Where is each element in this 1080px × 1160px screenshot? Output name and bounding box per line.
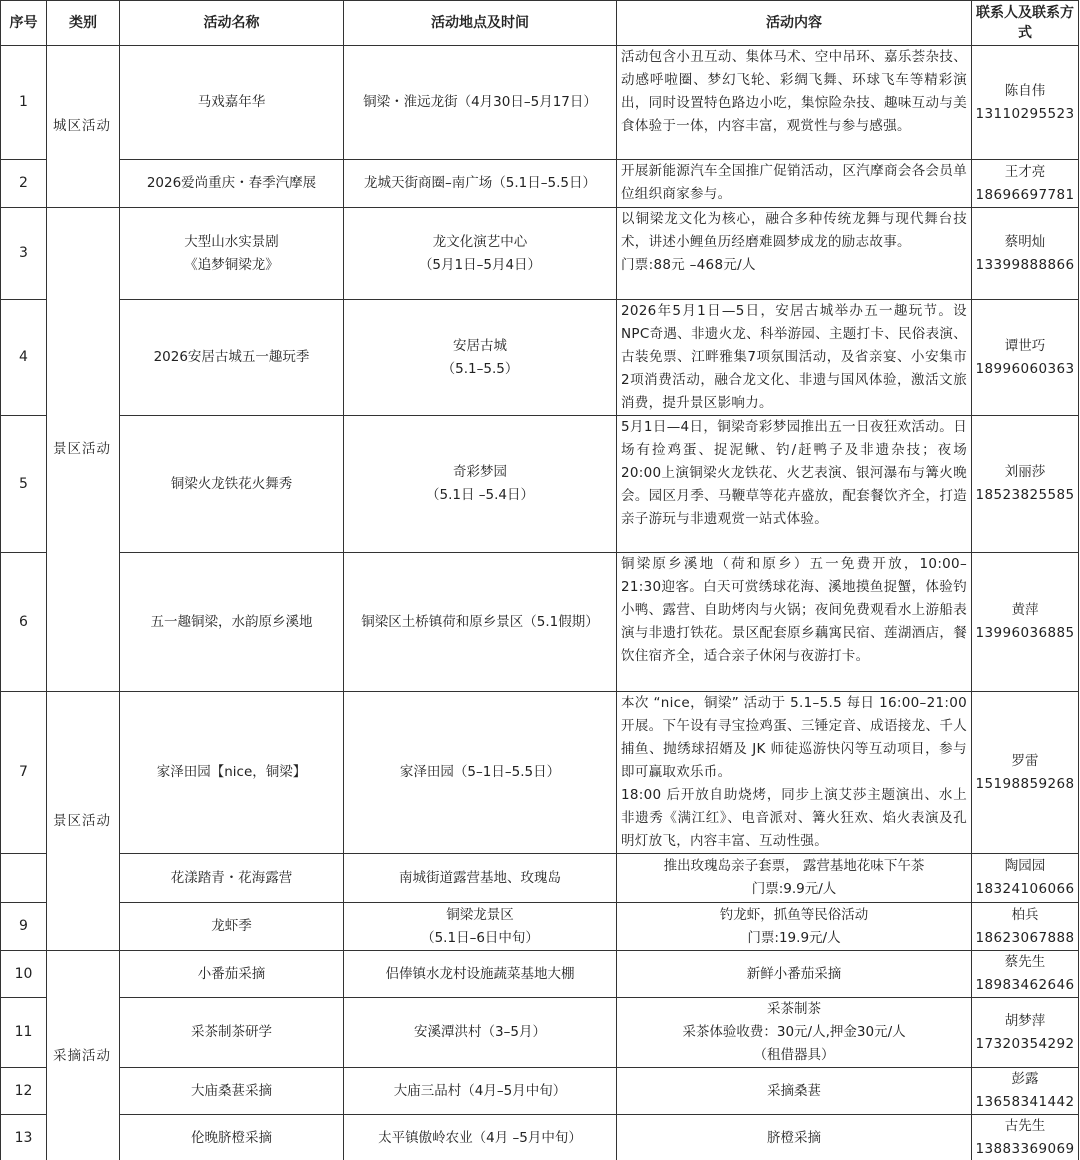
activity-content: 新鲜小番茄采摘 — [617, 951, 972, 998]
contact-cell — [972, 300, 1079, 416]
activity-place-time: 南城街道露营基地、玫瑰岛 — [344, 854, 617, 903]
contact-name: 柏兵 — [1011, 906, 1039, 923]
activity-name-line: 《追梦铜梁龙》 — [184, 256, 279, 273]
table-row — [1, 46, 1079, 160]
activity-name: 马戏嘉年华 — [120, 46, 344, 160]
contact-cell — [972, 416, 1079, 553]
place-line: 安居古城 — [453, 337, 507, 354]
content-text: 本次 “nice，铜梁” 活动于 5.1–5.5 每日 16:00–21:00 开展。下午设有寻宝捡鸡蛋、三锤定音、成语接龙、千人捕鱼、抛绣球招婿及 JK 师徒巡游快闪等互动项目，参与即可赢取欢乐币。 — [621, 695, 967, 780]
activity-content: 2026年5月1日—5日，安居古城举办五一趣玩节。设NPC奇遇、非遗火龙、科举游园、主题打卡、民俗表演、古装免票、江畔雅集7项氛围活动，及省亲宴、小安集市2项消费活动，融合龙文化、非遗与国风体验，激活文旅消费，提升景区影响力。 — [617, 300, 972, 416]
category-cell: 景区活动 — [47, 208, 120, 692]
activity-content — [617, 692, 972, 854]
contact-cell — [972, 553, 1079, 692]
table-row — [1, 1068, 1079, 1115]
contact-phone: 18996060363 — [975, 360, 1075, 377]
activity-name: 2026安居古城五一趣玩季 — [120, 300, 344, 416]
table-row — [1, 692, 1079, 854]
activity-name-line: 大型山水实景剧 — [184, 233, 279, 250]
activity-content: 活动包含小丑互动、集体马术、空中吊环、嘉乐荟杂技、动感呼啦圈、梦幻飞轮、彩绸飞舞、环球飞车等精彩演出，同时设置特色路边小吃，集惊险杂技、趣味互动与美食体验于一体，内容丰富，观赏性与参与感强。 — [617, 46, 972, 160]
activity-name: 铜梁火龙铁花火舞秀 — [120, 416, 344, 553]
contact-phone: 18523825585 — [975, 487, 1075, 503]
row-number: 7 — [1, 692, 47, 854]
content-text: 以铜梁龙文化为核心，融合多种传统龙舞与现代舞台技术，讲述小鲤鱼历经磨难圆梦成龙的励志故事。 — [621, 211, 967, 250]
table-row — [1, 903, 1079, 951]
row-number: 1 — [1, 46, 47, 160]
contact-cell — [972, 46, 1079, 160]
contact-phone: 18324106066 — [975, 881, 1075, 897]
contact-cell — [972, 854, 1079, 903]
header-category: 类别 — [47, 1, 120, 46]
contact-phone: 15198859268 — [975, 775, 1075, 792]
table-row — [1, 1115, 1079, 1160]
activity-place-time: 龙城天街商圈–南广场（5.1日–5.5日） — [344, 160, 617, 208]
contact-name: 蔡明灿 — [1004, 233, 1046, 250]
contact-name: 刘丽莎 — [1004, 464, 1046, 480]
contact-cell — [972, 998, 1079, 1068]
activity-name: 小番茄采摘 — [120, 951, 344, 998]
activity-place-time: 铜梁・淮远龙街（4月30日–5月17日） — [344, 46, 617, 160]
activity-content — [617, 998, 972, 1068]
contact-phone: 18696697781 — [975, 186, 1075, 203]
activity-place-time: 太平镇傲岭农业（4月 –5月中旬） — [344, 1115, 617, 1160]
activity-content — [617, 208, 972, 300]
row-number: 2 — [1, 160, 47, 208]
activity-content: 铜梁原乡溪地（荷和原乡）五一免费开放，10:00–21:30迎客。白天可赏绣球花海、溪地摸鱼捉蟹，体验钓小鸭、露营、自助烤肉与火锅；夜间免费观看水上游船表演与非遗打铁花。景区配套原乡藕寓民宿、莲湖酒店，餐饮住宿齐全，适合亲子休闲与夜游打卡。 — [617, 553, 972, 692]
content-text: 18:00 后开放自助烧烤，同步上演艾莎主题演出、水上非遗秀《满江红》、电音派对、篝火狂欢、焰火表演及孔明灯放飞，内容丰富、互动性强。 — [621, 787, 967, 849]
contact-phone: 13996036885 — [975, 625, 1075, 641]
activity-name — [120, 208, 344, 300]
row-number: 5 — [1, 416, 47, 553]
header-contact: 联系人及联系方式 — [972, 1, 1079, 46]
contact-phone: 13110295523 — [975, 105, 1075, 122]
ticket-price: 门票:19.9元/人 — [747, 929, 841, 946]
ticket-price: 门票:88元 –468元/人 — [621, 257, 756, 273]
row-number: 4 — [1, 300, 47, 416]
category-cell: 城区活动 — [47, 46, 120, 208]
table-row — [1, 208, 1079, 300]
activity-name: 龙虾季 — [120, 903, 344, 951]
contact-phone: 13883369069 — [975, 1141, 1075, 1157]
table-row — [1, 300, 1079, 416]
header-no: 序号 — [1, 1, 47, 46]
contact-name: 谭世巧 — [1004, 337, 1046, 354]
table-row — [1, 416, 1079, 553]
table-row — [1, 854, 1079, 903]
activity-content: 开展新能源汽车全国推广促销活动，区汽摩商会各会员单位组织商家参与。 — [617, 160, 972, 208]
contact-phone: 13399888866 — [975, 256, 1075, 273]
table-header-row — [1, 1, 1079, 46]
content-text: 钓龙虾，抓鱼等民俗活动 — [719, 906, 869, 923]
contact-cell — [972, 1068, 1079, 1115]
contact-cell — [972, 160, 1079, 208]
activity-name: 五一趣铜梁，水韵原乡溪地 — [120, 553, 344, 692]
contact-name: 胡梦萍 — [1004, 1012, 1046, 1029]
activity-place-time: 大庙三品村（4月–5月中旬） — [344, 1068, 617, 1115]
contact-name: 古先生 — [1004, 1118, 1046, 1134]
contact-name: 罗雷 — [1011, 752, 1039, 769]
row-number: 6 — [1, 553, 47, 692]
row-number: 10 — [1, 951, 47, 998]
activity-content — [617, 854, 972, 903]
row-number — [1, 854, 47, 903]
content-text: （租借器具） — [753, 1047, 835, 1063]
activity-place-time: 安溪潭洪村（3–5月） — [344, 998, 617, 1068]
row-number: 9 — [1, 903, 47, 951]
content-text: 采茶制茶 — [767, 1001, 821, 1017]
activity-name: 大庙桑葚采摘 — [120, 1068, 344, 1115]
contact-name: 彭露 — [1011, 1071, 1039, 1087]
activity-content — [617, 903, 972, 951]
contact-phone: 17320354292 — [975, 1035, 1075, 1052]
place-line: 铜梁龙景区 — [446, 906, 514, 923]
content-text: 采茶体验收费：30元/人,押金30元/人 — [682, 1024, 906, 1040]
time-line: （5.1日–6日中旬） — [421, 929, 539, 946]
activity-name: 伦晚脐橙采摘 — [120, 1115, 344, 1160]
activity-name: 家泽田园【nice，铜梁】 — [120, 692, 344, 854]
contact-name: 蔡先生 — [1004, 954, 1046, 970]
activity-content: 脐橙采摘 — [617, 1115, 972, 1160]
table-row — [1, 160, 1079, 208]
contact-cell — [972, 903, 1079, 951]
activity-content: 5月1日—4日，铜梁奇彩梦园推出五一日夜狂欢活动。日场有捡鸡蛋、捉泥鳅、钓/赶鸭子及非遗杂技；夜场20:00上演铜梁火龙铁花、火艺表演、银河瀑布与篝火晚会。园区月季、马鞭草等花卉盛放，配套餐饮齐全，打造亲子游玩与非遗观赏一站式体验。 — [617, 416, 972, 553]
contact-name: 黄萍 — [1011, 602, 1039, 618]
contact-cell — [972, 1115, 1079, 1160]
category-cell: 景区活动 — [47, 692, 120, 951]
activity-place-time — [344, 208, 617, 300]
contact-cell — [972, 951, 1079, 998]
contact-cell — [972, 208, 1079, 300]
contact-phone: 18983462646 — [975, 977, 1075, 993]
row-number: 12 — [1, 1068, 47, 1115]
contact-name: 陈自伟 — [1004, 82, 1046, 99]
contact-phone: 13658341442 — [975, 1094, 1075, 1110]
row-number: 11 — [1, 998, 47, 1068]
table-row — [1, 951, 1079, 998]
contact-phone: 18623067888 — [975, 929, 1075, 946]
place-line: 奇彩梦园 — [453, 464, 507, 480]
activity-name: 2026爱尚重庆・春季汽摩展 — [120, 160, 344, 208]
activity-place-time: 铜梁区土桥镇荷和原乡景区（5.1假期） — [344, 553, 617, 692]
table-row — [1, 998, 1079, 1068]
contact-name: 王才亮 — [1004, 163, 1046, 180]
contact-cell — [972, 692, 1079, 854]
activity-place-time: 家泽田园（5–1日–5.5日） — [344, 692, 617, 854]
time-line: （5月1日–5月4日） — [418, 256, 542, 273]
contact-name: 陶园园 — [1004, 858, 1046, 874]
header-activity-name: 活动名称 — [120, 1, 344, 46]
place-line: 龙文化演艺中心 — [432, 233, 528, 250]
content-text: 推出玫瑰岛亲子套票， 露营基地花味下午茶 — [663, 858, 925, 874]
ticket-price: 门票:9.9元/人 — [751, 881, 837, 897]
time-line: （5.1日 –5.4日） — [426, 487, 534, 503]
activity-name: 采茶制茶研学 — [120, 998, 344, 1068]
header-place-time: 活动地点及时间 — [344, 1, 617, 46]
category-cell: 采摘活动 — [47, 951, 120, 1160]
time-line: （5.1–5.5） — [441, 360, 519, 377]
activity-place-time — [344, 300, 617, 416]
row-number: 13 — [1, 1115, 47, 1160]
header-content: 活动内容 — [617, 1, 972, 46]
table-row — [1, 553, 1079, 692]
activity-name: 花漾踏青・花海露营 — [120, 854, 344, 903]
activity-content: 采摘桑葚 — [617, 1068, 972, 1115]
activity-place-time: 侣俸镇水龙村设施蔬菜基地大棚 — [344, 951, 617, 998]
activity-place-time — [344, 903, 617, 951]
activity-place-time — [344, 416, 617, 553]
row-number: 3 — [1, 208, 47, 300]
